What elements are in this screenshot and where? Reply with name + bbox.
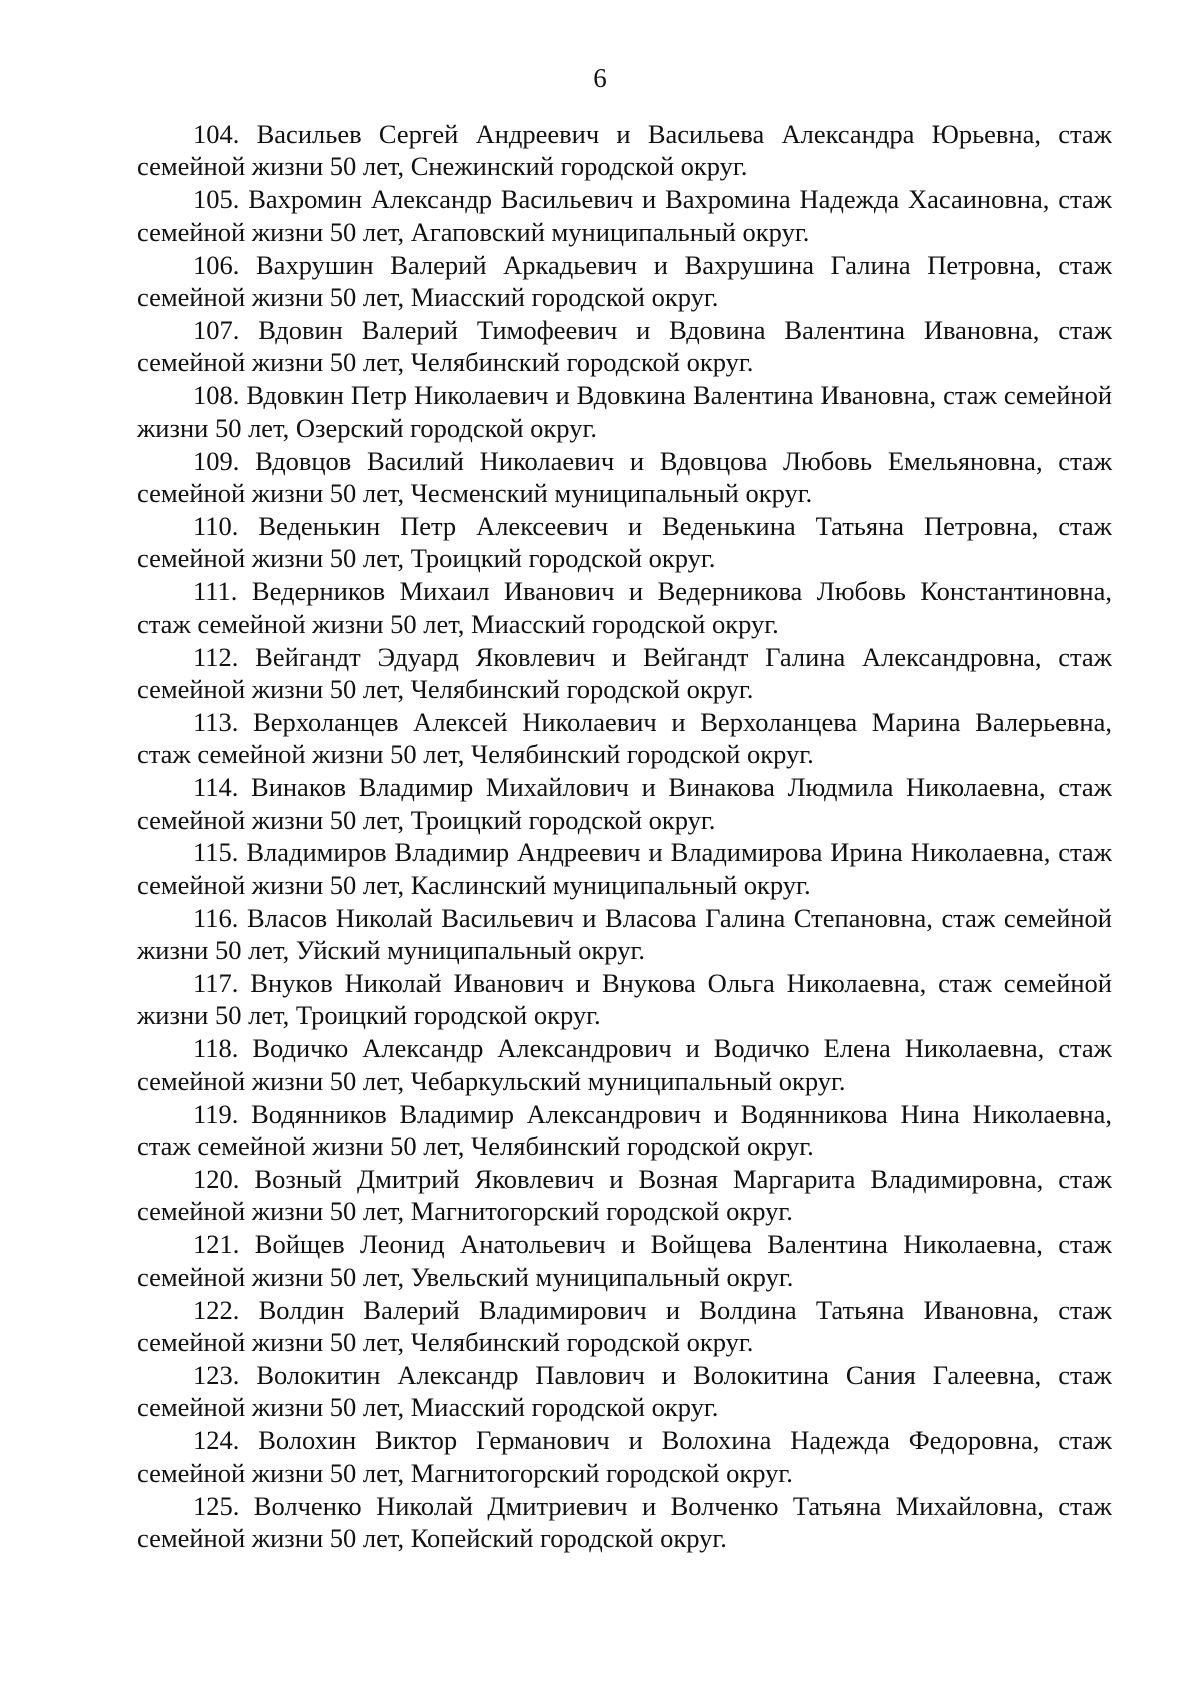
page-number: 6 <box>593 63 607 93</box>
list-item: 114. Винаков Владимир Михайлович и Винакова Людмила Николаевна, стаж семейной жизни 50 лет, Троицкий городской округ. <box>137 772 1112 835</box>
list-item: 106. Вахрушин Валерий Аркадьевич и Вахрушина Галина Петровна, стаж семейной жизни 50 лет, Миасский городской округ. <box>137 249 1112 313</box>
list-item: 122. Волдин Валерий Владимирович и Волдина Татьяна Ивановна, стаж семейной жизни 50 лет, Челябинский городской округ. <box>137 1294 1112 1358</box>
list-item: 118. Водичко Александр Александрович и Водичко Елена Николаевна, стаж семейной жизни 50 лет, Чебаркульский муниципальный округ. <box>137 1033 1112 1096</box>
list-item: 111. Ведерников Михаил Иванович и Ведерникова Любовь Константиновна, стаж семейной жизни 50 лет, Миасский городской округ. <box>137 576 1112 639</box>
list-item: 121. Войщев Леонид Анатольевич и Войщева Валентина Николаевна, стаж семейной жизни 50 лет, Увельский муниципальный округ. <box>137 1229 1112 1292</box>
list-item: 124. Волохин Виктор Германович и Волохина Надежда Федоровна, стаж семейной жизни 50 лет, Магнитогорский городской округ. <box>137 1425 1112 1488</box>
list-item: 116. Власов Николай Васильевич и Власова Галина Степановна, стаж семейной жизни 50 лет, Уйский муниципальный округ. <box>137 902 1112 966</box>
list-item: 123. Волокитин Александр Павлович и Волокитина Сания Галеевна, стаж семейной жизни 50 лет, Миасский городской округ. <box>137 1359 1112 1423</box>
list-item: 115. Владимиров Владимир Андреевич и Владимирова Ирина Николаевна, стаж семейной жизни 50 лет, Каслинский муниципальный округ. <box>137 837 1112 900</box>
list-item: 104. Васильев Сергей Андреевич и Васильева Александра Юрьевна, стаж семейной жизни 50 лет, Снежинский городской округ. <box>137 119 1112 182</box>
list-item: 113. Верхоланцев Алексей Николаевич и Верхоланцева Марина Валерьевна, стаж семейной жизни 50 лет, Челябинский городской округ. <box>137 706 1112 770</box>
list-item: 109. Вдовцов Василий Николаевич и Вдовцова Любовь Емельяновна, стаж семейной жизни 50 лет, Чесменский муниципальный округ. <box>137 445 1112 508</box>
list-item: 108. Вдовкин Петр Николаевич и Вдовкина Валентина Ивановна, стаж семейной жизни 50 лет, Озерский городской округ. <box>137 380 1112 443</box>
entry-list <box>137 118 1112 1555</box>
list-item: 119. Водянников Владимир Александрович и Водянникова Нина Николаевна, стаж семейной жизни 50 лет, Челябинский городской округ. <box>137 1098 1112 1162</box>
list-item: 117. Внуков Николай Иванович и Внукова Ольга Николаевна, стаж семейной жизни 50 лет, Троицкий городской округ. <box>137 968 1112 1031</box>
list-item: 125. Волченко Николай Дмитриевич и Волченко Татьяна Михайловна, стаж семейной жизни 50 лет, Копейский городской округ. <box>137 1490 1112 1553</box>
list-item: 112. Вейгандт Эдуард Яковлевич и Вейгандт Галина Александровна, стаж семейной жизни 50 лет, Челябинский городской округ. <box>137 641 1112 704</box>
list-item: 120. Возный Дмитрий Яковлевич и Возная Маргарита Владимировна, стаж семейной жизни 50 лет, Магнитогорский городской округ. <box>137 1164 1112 1227</box>
list-item: 107. Вдовин Валерий Тимофеевич и Вдовина Валентина Ивановна, стаж семейной жизни 50 лет, Челябинский городской округ. <box>137 314 1112 378</box>
list-item: 110. Веденькин Петр Алексеевич и Веденькина Татьяна Петровна, стаж семейной жизни 50 лет, Троицкий городской округ. <box>137 510 1112 574</box>
list-item: 105. Вахромин Александр Васильевич и Вахромина Надежда Хасаиновна, стаж семейной жизни 50 лет, Агаповский муниципальный округ. <box>137 184 1112 247</box>
